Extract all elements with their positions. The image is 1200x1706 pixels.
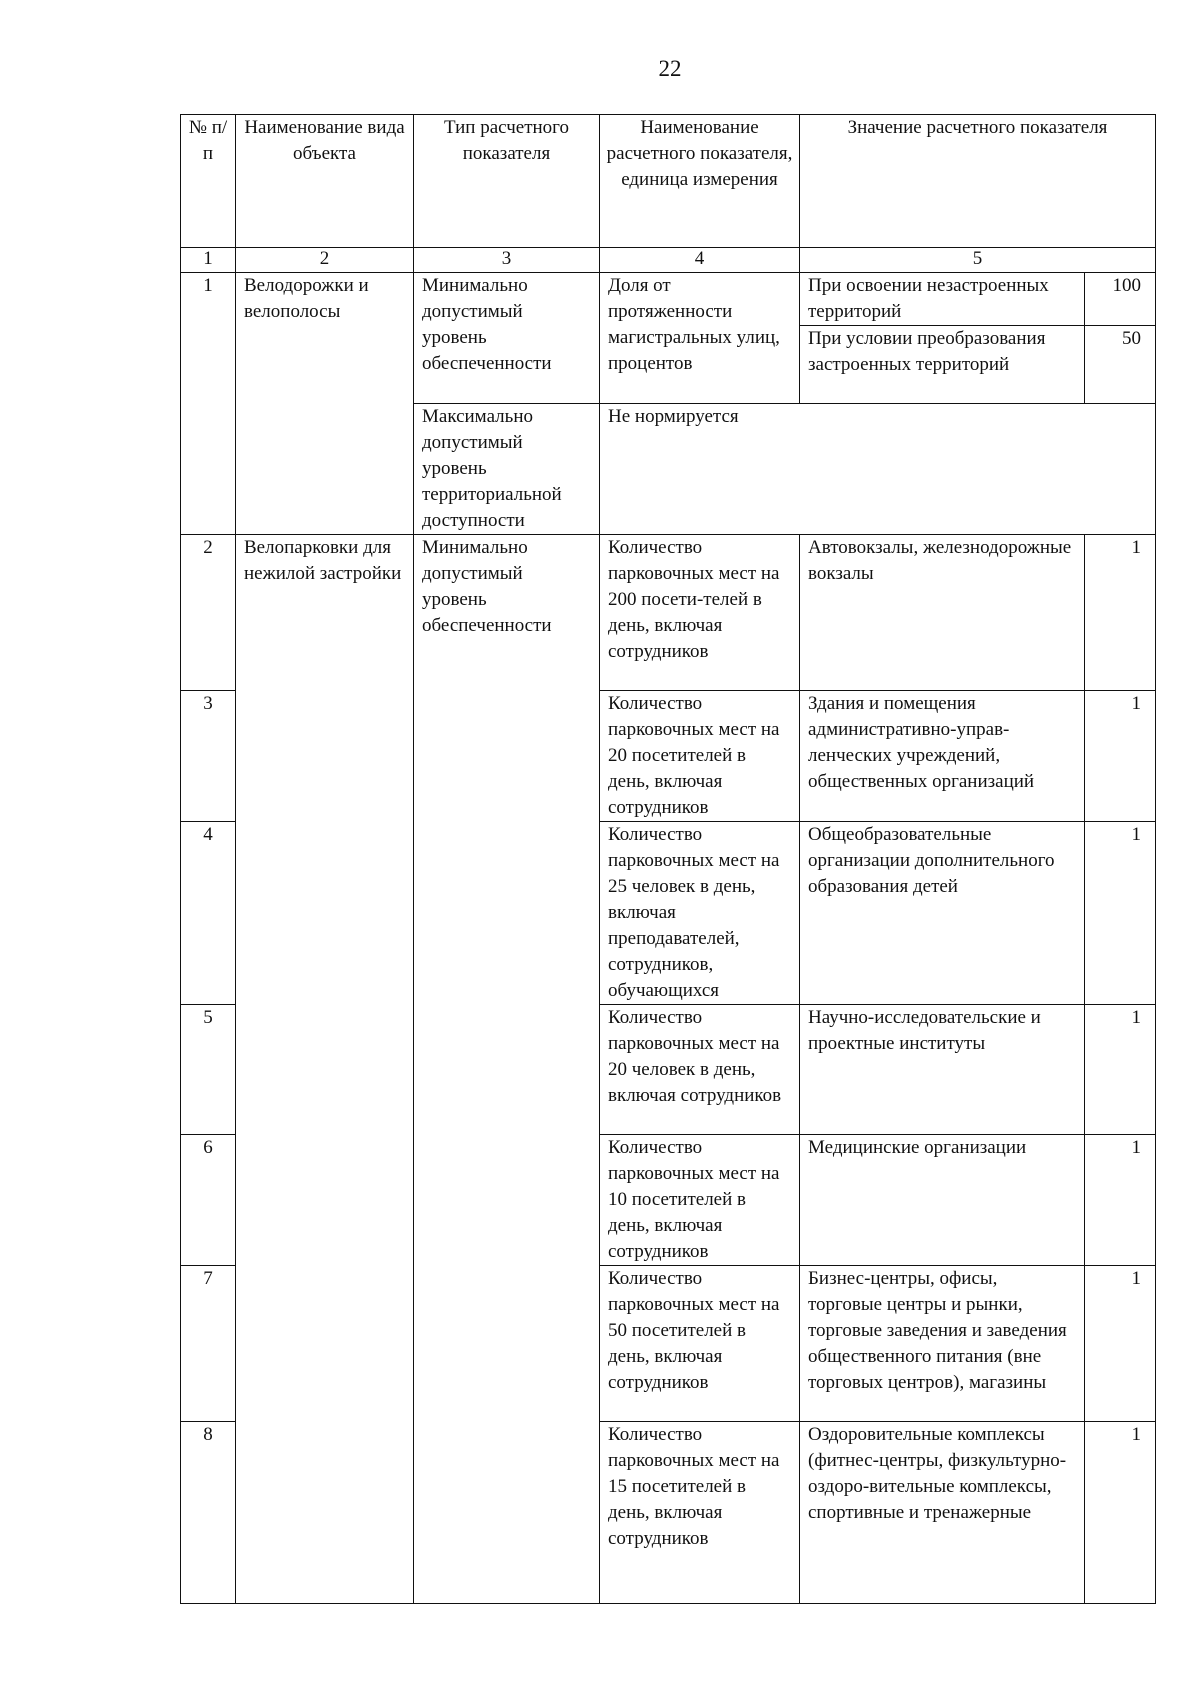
value: 1: [1085, 691, 1156, 822]
value: 50: [1085, 326, 1156, 404]
condition: Автовокзалы, железнодорожные вокзалы: [800, 535, 1085, 691]
condition: Бизнес-центры, офисы, торговые центры и рынки, торговые заведения и заведения общественного питания (вне торговых центров), магазины: [800, 1266, 1085, 1422]
table-header-row: [181, 115, 1156, 248]
condition: Научно-исследовательские и проектные институты: [800, 1005, 1085, 1135]
header-value: Значение расчетного показателя: [800, 115, 1156, 248]
indicator-type: Минимально допустимый уровень обеспеченности: [414, 535, 600, 1604]
column-number: 4: [600, 248, 800, 273]
column-number: 3: [414, 248, 600, 273]
indicator-name: Количество парковочных мест на 50 посетителей в день, включая сотрудников: [600, 1266, 800, 1422]
indicator-name: Количество парковочных мест на 20 посетителей в день, включая сотрудников: [600, 691, 800, 822]
object-name: Велодорожки и велополосы: [236, 273, 414, 535]
condition: Оздоровительные комплексы (фитнес-центры, физкультурно-оздоро-вительные комплексы, спортивные и тренажерные: [800, 1422, 1085, 1604]
header-object: Наименование вида объекта: [236, 115, 414, 248]
not-normed-note: Не нормируется: [600, 404, 1156, 535]
value: 1: [1085, 1422, 1156, 1604]
value: 1: [1085, 535, 1156, 691]
page-number: 22: [658, 56, 682, 81]
row-number: 1: [181, 273, 236, 535]
row-number: 8: [181, 1422, 236, 1604]
indicator-name: Количество парковочных мест на 15 посетителей в день, включая сотрудников: [600, 1422, 800, 1604]
condition: Здания и помещения административно-управ-ленческих учреждений, общественных организаций: [800, 691, 1085, 822]
column-number: 1: [181, 248, 236, 273]
column-number: 2: [236, 248, 414, 273]
norms-table: [180, 114, 1156, 1604]
row-number: 5: [181, 1005, 236, 1135]
indicator-name: Количество парковочных мест на 10 посетителей в день, включая сотрудников: [600, 1135, 800, 1266]
header-indicator: Наименование расчетного показателя, единица измерения: [600, 115, 800, 248]
value: 1: [1085, 1135, 1156, 1266]
object-name: Велопарковки для нежилой застройки: [236, 535, 414, 1604]
value: 1: [1085, 822, 1156, 1005]
table-row: [181, 535, 1156, 691]
header-num: № п/п: [181, 115, 236, 248]
row-number: 4: [181, 822, 236, 1005]
row-number: 2: [181, 535, 236, 691]
header-type: Тип расчетного показателя: [414, 115, 600, 248]
condition: При освоении незастроенных территорий: [800, 273, 1085, 326]
row-number: 3: [181, 691, 236, 822]
condition: Общеобразовательные организации дополнительного образования детей: [800, 822, 1085, 1005]
value: 100: [1085, 273, 1156, 326]
indicator-type: Минимально допустимый уровень обеспеченности: [414, 273, 600, 404]
column-number-row: [181, 248, 1156, 273]
indicator-name: Количество парковочных мест на 20 человек в день, включая сотрудников: [600, 1005, 800, 1135]
row-number: 7: [181, 1266, 236, 1422]
condition: При условии преобразования застроенных территорий: [800, 326, 1085, 404]
indicator-type: Максимально допустимый уровень территориальной доступности: [414, 404, 600, 535]
value: 1: [1085, 1266, 1156, 1422]
indicator-name: Количество парковочных мест на 25 человек в день, включая преподавателей, сотрудников, обучающихся: [600, 822, 800, 1005]
indicator-name: Количество парковочных мест на 200 посети-телей в день, включая сотрудников: [600, 535, 800, 691]
row-number: 6: [181, 1135, 236, 1266]
indicator-name: Доля от протяженности магистральных улиц, процентов: [600, 273, 800, 404]
column-number: 5: [800, 248, 1156, 273]
condition: Медицинские организации: [800, 1135, 1085, 1266]
table-row: [181, 273, 1156, 326]
value: 1: [1085, 1005, 1156, 1135]
